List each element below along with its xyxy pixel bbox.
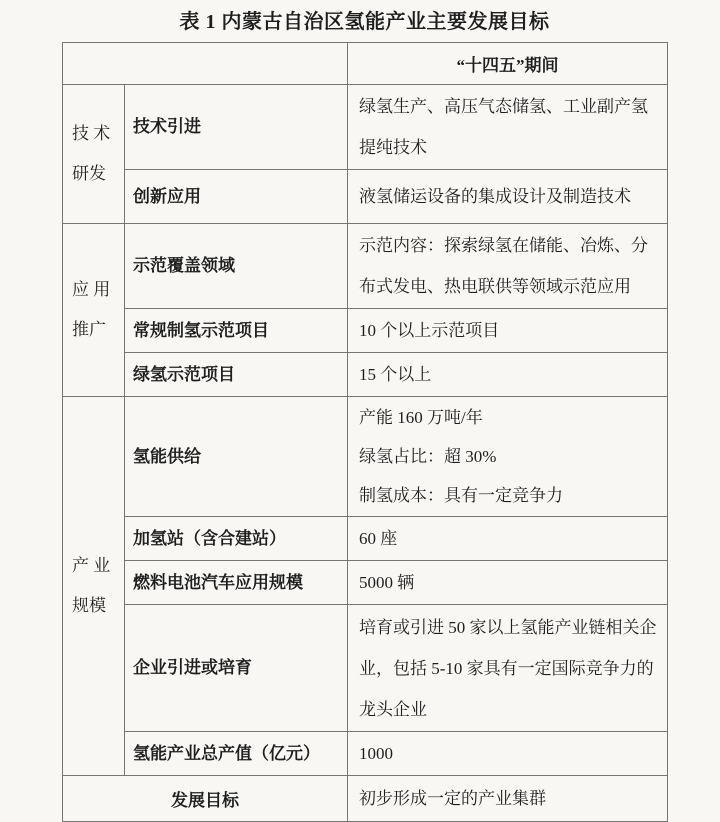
value-paragraph: 液氢储运设备的集成设计及制造技术 [359,187,631,206]
value-paragraph: 15 个以上 [359,365,432,384]
row-value [348,85,668,170]
row-value [348,561,668,605]
row-value [348,170,668,224]
value-paragraph: 10 个以上示范项目 [359,321,500,340]
table-row [63,170,668,224]
group-line: 推广 [72,320,106,339]
row-value [348,353,668,397]
group-cell-industry-scale [63,397,125,776]
value-paragraph: 绿氢占比：超 30% [359,447,497,466]
table-row [63,309,668,353]
table-title: 表 1 内蒙古自治区氢能产业主要发展目标 [179,11,550,33]
table-row [63,224,668,309]
row-label: 加氢站（含合建站） [125,517,348,561]
table-header-row [63,43,668,85]
footer-label-cell: 发展目标 [63,776,348,822]
value-paragraph: 5000 辆 [359,573,415,592]
group-line: 技 术 [72,124,111,143]
table-row [63,85,668,170]
table-row [63,353,668,397]
group-line: 产 业 [72,556,111,575]
row-value [348,732,668,776]
row-value [348,605,668,732]
row-label: 绿氢示范项目 [125,353,348,397]
value-paragraph: 1000 [359,744,393,763]
group-line: 研发 [72,164,106,183]
value-paragraph: 产能 160 万吨/年 [359,408,483,427]
row-value [348,224,668,309]
value-paragraph: 绿氢生产、高压气态储氢、工业副产氢提纯技术 [359,97,648,157]
row-label: 氢能产业总产值（亿元） [125,732,348,776]
group-line: 规模 [72,596,106,615]
row-label: 燃料电池汽车应用规模 [125,561,348,605]
footer-value-cell: 初步形成一定的产业集群 [348,776,668,822]
table-row [63,397,668,517]
row-label: 常规制氢示范项目 [125,309,348,353]
group-cell-tech-rd [63,85,125,224]
row-label: 创新应用 [125,170,348,224]
table-row [63,561,668,605]
row-label: 企业引进或培育 [125,605,348,732]
development-goals-table [62,42,668,822]
value-paragraph: 培育或引进 50 家以上氢能产业链相关企业，包括 5-10 家具有一定国际竞争力的龙头企业 [359,617,657,719]
table-row [63,732,668,776]
value-paragraph: 示范内容：探索绿氢在储能、冶炼、分布式发电、热电联供等领域示范应用 [359,236,648,296]
row-label: 氢能供给 [125,397,348,517]
table-row [63,605,668,732]
header-period-cell: “十四五”期间 [348,43,668,85]
group-cell-application [63,224,125,397]
group-line: 应 用 [72,280,111,299]
row-label: 技术引进 [125,85,348,170]
row-label: 示范覆盖领域 [125,224,348,309]
value-paragraph: 制氢成本：具有一定竞争力 [359,486,563,505]
table-row [63,517,668,561]
row-value [348,397,668,517]
row-value [348,309,668,353]
table-footer-row [63,776,668,822]
row-value [348,517,668,561]
value-paragraph: 60 座 [359,529,398,548]
header-empty-cell [63,43,348,85]
